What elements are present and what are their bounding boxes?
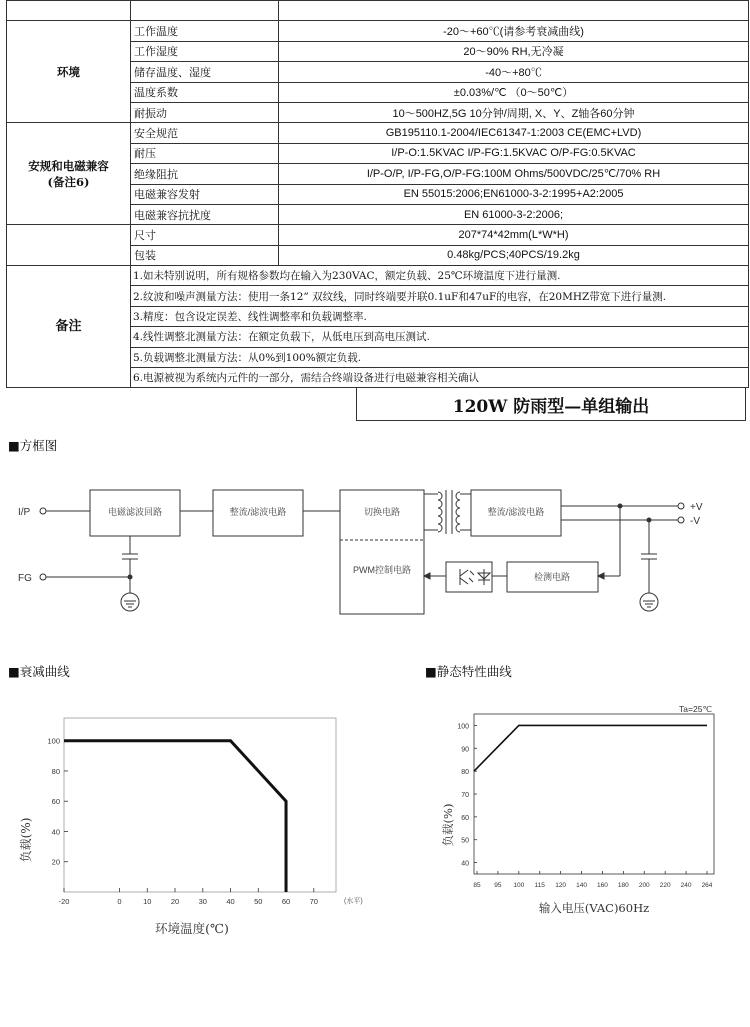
note-text: 1.如未特别说明，所有规格参数均在输入为230VAC，额定负载、25℃环境温度下进行量测. <box>131 266 749 286</box>
spec-item <box>131 1 279 21</box>
derating-xtick-label: 10 <box>143 897 152 906</box>
detection-label: 检测电路 <box>533 572 571 582</box>
spec-item: 温度系数 <box>131 82 279 102</box>
spec-value: 20～90% RH,无冷凝 <box>279 41 749 61</box>
static-xtick-label: 200 <box>638 882 650 889</box>
spec-value: I/P-O/P, I/P-FG,O/P-FG:100M Ohms/500VDC/25℃/70% RH <box>279 164 749 184</box>
static-ytick-label: 60 <box>461 814 469 822</box>
spec-item: 耐振动 <box>131 102 279 122</box>
note-text: 3.精度：包含设定误差、线性调整率和负载调整率. <box>131 306 749 326</box>
derating-xtick-label: 70 <box>309 897 318 906</box>
static-xtick-label: 180 <box>617 882 629 889</box>
static-xtick-label: 160 <box>597 882 608 889</box>
spec-value: GB195110.1-2004/IEC61347-1:2003 CE(EMC+LVD) <box>279 123 749 143</box>
spec-category-label: 环境 <box>57 64 80 79</box>
static-xtick-label: 100 <box>513 882 525 889</box>
spec-table <box>6 0 749 388</box>
derating-xtick-label: 20 <box>170 897 180 906</box>
transformer-icon <box>438 492 442 532</box>
static-xtick-label: 220 <box>659 882 671 889</box>
fg-terminal <box>40 574 46 580</box>
static-xtick-label: 264 <box>701 882 713 889</box>
note-text: 4.线性调整北测量方法：在额定负载下，从低电压到高电压测试. <box>131 327 749 347</box>
derating-xlabel: 环境温度(℃) <box>155 921 229 936</box>
spec-category <box>7 225 131 266</box>
static-ytick-label: 50 <box>461 837 469 845</box>
spec-category-label: 安规和电磁兼容 <box>28 158 109 173</box>
spec-value: EN 55015:2006;EN61000-3-2:1995+A2:2005 <box>279 184 749 204</box>
spec-value: EN 61000-3-2:2006; <box>279 204 749 224</box>
spec-row <box>7 1 749 21</box>
ground-right-icon <box>640 593 658 611</box>
spec-category-note: (备注6) <box>47 174 90 189</box>
spec-value: 0.48kg/PCS;40PCS/19.2kg <box>279 245 749 265</box>
static-chart <box>400 700 750 925</box>
static-ytick-label: 90 <box>461 746 469 754</box>
static-annotation: Ta=25℃ <box>679 704 712 714</box>
spec-item: 包装 <box>131 245 279 265</box>
spec-row <box>7 21 749 41</box>
static-ylabel: 负载(%) <box>441 803 455 847</box>
spec-row <box>7 225 749 245</box>
spec-category <box>7 1 131 21</box>
note-row <box>7 266 749 286</box>
ip-label: I/P <box>18 507 31 518</box>
static-ytick-label: 40 <box>461 860 469 868</box>
pwm-label: PWM控制电路 <box>353 565 411 575</box>
out-pos-terminal <box>678 503 684 509</box>
out-neg-label: -V <box>690 516 700 527</box>
derating-ytick-label: 20 <box>51 857 60 867</box>
note-text: 2.纹波和噪声测量方法：使用一条12” 双纹线，同时终端要并联0.1uF和47uF的电容，在20MHZ带宽下进行量测. <box>131 286 749 306</box>
out-neg-terminal <box>678 517 684 523</box>
derating-xtick-label: 40 <box>226 897 235 906</box>
fg-label: FG <box>18 573 32 584</box>
spec-row <box>7 123 749 143</box>
static-plot-frame <box>474 714 714 874</box>
derating-heading: ■衰减曲线 <box>8 664 70 679</box>
static-series-line <box>474 725 707 771</box>
spec-item: 绝缘阻抗 <box>131 164 279 184</box>
block-diagram <box>0 470 750 620</box>
spec-item: 工作温度 <box>131 21 279 41</box>
note-text: 5.负载调整北测量方法：从0%到100%额定负载. <box>131 347 749 367</box>
static-heading: ■静态特性曲线 <box>425 664 512 679</box>
static-ytick-label: 80 <box>461 769 469 777</box>
spec-item: 尺寸 <box>131 225 279 245</box>
derating-series-line <box>64 741 286 892</box>
static-xtick-label: 140 <box>576 882 587 889</box>
derating-xtick-label: 60 <box>281 897 291 906</box>
spec-value: -40～+80℃ <box>279 62 749 82</box>
notes-category: 备注 <box>7 266 131 388</box>
static-xtick-label: 240 <box>680 882 692 889</box>
spec-item: 耐压 <box>131 143 279 163</box>
derating-x-unit-note: (水平) <box>344 898 363 905</box>
static-xtick-label: 85 <box>473 882 481 889</box>
note-text: 6.电源被视为系统内元件的一部分，需结合终端设备进行电磁兼容相关确认 <box>131 368 749 388</box>
product-title: 120W 防雨型—单组输出 <box>356 387 746 421</box>
spec-value: -20～+60℃(请参考衰减曲线) <box>279 21 749 41</box>
spec-value: ±0.03%/℃ （0～50℃） <box>279 82 749 102</box>
static-ytick-label: 70 <box>461 792 469 799</box>
derating-ytick-label: 80 <box>51 766 60 776</box>
derating-xtick-label: 0 <box>117 897 122 906</box>
out-pos-label: +V <box>690 502 703 513</box>
spec-value <box>279 1 749 21</box>
optocoupler-icon <box>446 562 492 592</box>
spec-category <box>7 123 131 225</box>
rectifier-in-label: 整流/滤波电路 <box>229 507 287 517</box>
static-xtick-label: 120 <box>555 882 567 889</box>
static-xtick-label: 95 <box>494 882 502 889</box>
spec-category <box>7 21 131 123</box>
derating-xtick-label: 30 <box>198 897 207 906</box>
derating-ytick-label: 100 <box>47 736 60 746</box>
rectifier-out-label: 整流/滤波电路 <box>487 507 545 517</box>
switching-label: 切换电路 <box>363 507 401 517</box>
spec-item: 安全规范 <box>131 123 279 143</box>
derating-ytick-label: 60 <box>51 797 60 807</box>
block-diagram-heading: ■方框图 <box>8 438 58 453</box>
spec-value: 10～500HZ,5G 10分钟/周期, X、Y、Z轴各60分钟 <box>279 102 749 122</box>
ground-left-icon <box>121 593 139 611</box>
static-ytick-label: 100 <box>457 723 469 731</box>
spec-item: 储存温度、湿度 <box>131 62 279 82</box>
static-xtick-label: 115 <box>534 882 545 889</box>
spec-item: 电磁兼容抗扰度 <box>131 204 279 224</box>
spec-item: 电磁兼容发射 <box>131 184 279 204</box>
derating-plot-frame <box>64 718 336 892</box>
ip-terminal <box>40 508 46 514</box>
emi-filter-label: 电磁滤波回路 <box>107 507 163 517</box>
derating-chart <box>0 700 380 950</box>
derating-xtick-label: -20 <box>58 897 70 906</box>
spec-item: 工作湿度 <box>131 41 279 61</box>
spec-value: I/P-O:1.5KVAC I/P-FG:1.5KVAC O/P-FG:0.5KVAC <box>279 143 749 163</box>
derating-xtick-label: 50 <box>254 897 263 906</box>
static-xlabel: 输入电压(VAC)60Hz <box>538 901 650 915</box>
derating-ytick-label: 40 <box>51 827 60 837</box>
derating-ylabel: 负载(%) <box>19 817 33 863</box>
spec-value: 207*74*42mm(L*W*H) <box>279 225 749 245</box>
